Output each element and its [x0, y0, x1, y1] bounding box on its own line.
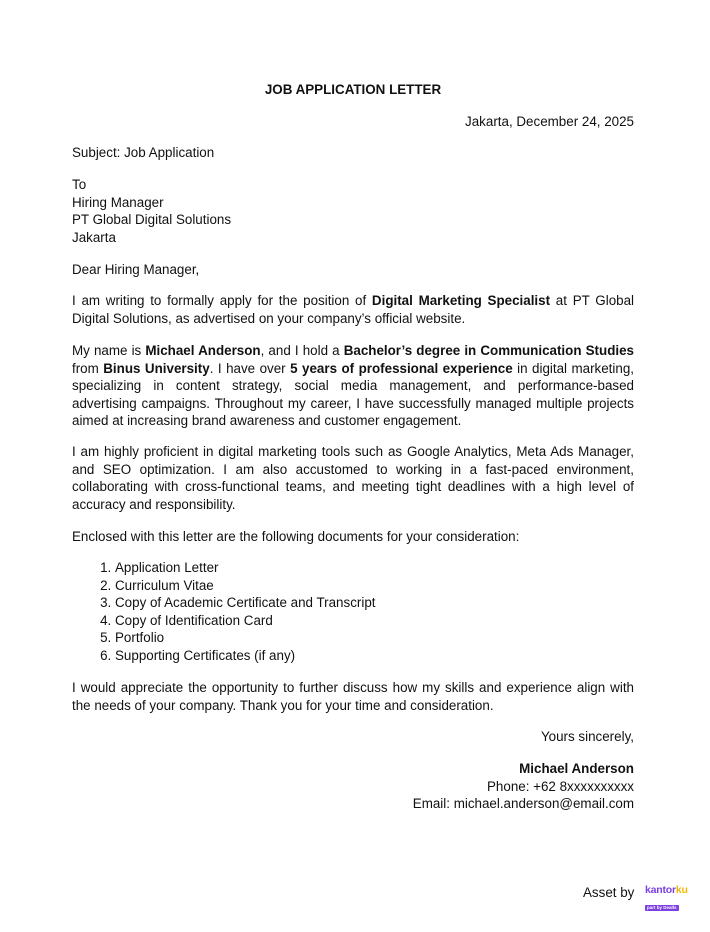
position-title: Digital Marketing Specialist [371, 293, 551, 308]
signature-name: Michael Anderson [519, 761, 634, 776]
paragraph-background: My name is Michael Anderson, and I hold a Bachelor’s degree in Communication Studies from Binus University. I have over 5 years of professional experience in digital marketing, specializing in content strategy, social media management, and performance-based advertising campaigns. Throughout my career, I have successfully managed multiple projects aimed at increasing brand awareness and customer engagement. [72, 343, 634, 429]
recipient-name: Hiring Manager [72, 194, 164, 210]
paragraph-intro: I am writing to formally apply for the position of Digital Marketing Specialist at PT Global Digital Solutions, as advertised on your company’s official website. [72, 293, 635, 326]
letter-title: JOB APPLICATION LETTER [264, 82, 442, 97]
date-line: Jakarta, December 24, 2025 [465, 114, 634, 129]
paragraph-skills: I am highly proficient in digital marketing tools such as Google Analytics, Meta Ads Manager, and SEO optimization. I am also accustomed to working in a fast-paced environment, collaborating with cross-functional teams, and meeting tight deadlines with a high level of accuracy and responsibility. [72, 444, 634, 512]
list-item: 2. Curriculum Vitae [115, 577, 634, 595]
university: Binus University [103, 360, 210, 376]
recipient-company: PT Global Digital Solutions [72, 212, 232, 228]
closing-line: Yours sincerely, [540, 729, 634, 744]
list-item: 4. Copy of Identification Card [115, 612, 634, 630]
recipient-block [72, 176, 634, 246]
signature-block [72, 760, 634, 813]
salutation: Dear Hiring Manager, [72, 262, 200, 277]
document-list [72, 559, 634, 665]
applicant-name: Michael Anderson [145, 343, 261, 358]
list-item: 5. Portfolio [115, 629, 634, 647]
list-item: 3. Copy of Academic Certificate and Transcript [115, 594, 634, 612]
signature-phone: Phone: +62 8xxxxxxxxxx [487, 778, 634, 794]
signature-email: Email: michael.anderson@email.com [412, 796, 634, 812]
paragraph-enclosures: Enclosed with this letter are the following documents for your consideration: [72, 529, 520, 544]
list-item: 1. Application Letter [115, 559, 634, 577]
experience: 5 years of professional experience [290, 360, 513, 376]
kantorku-logo[interactable]: kantorku part by Dealls [645, 884, 688, 910]
subject-line: Subject: Job Application [72, 145, 215, 160]
logo-tagline: part by Dealls [647, 905, 677, 910]
asset-by-label: Asset by [583, 885, 635, 900]
recipient-city: Jakarta [72, 229, 116, 245]
paragraph-closing: I would appreciate the opportunity to further discuss how my skills and experience align with the needs of your company. Thank you for your time and consideration. [72, 680, 634, 713]
degree: Bachelor’s degree in Communication Studies [343, 343, 634, 358]
recipient-to: To [72, 177, 87, 192]
list-item: 6. Supporting Certificates (if any) [115, 647, 634, 665]
